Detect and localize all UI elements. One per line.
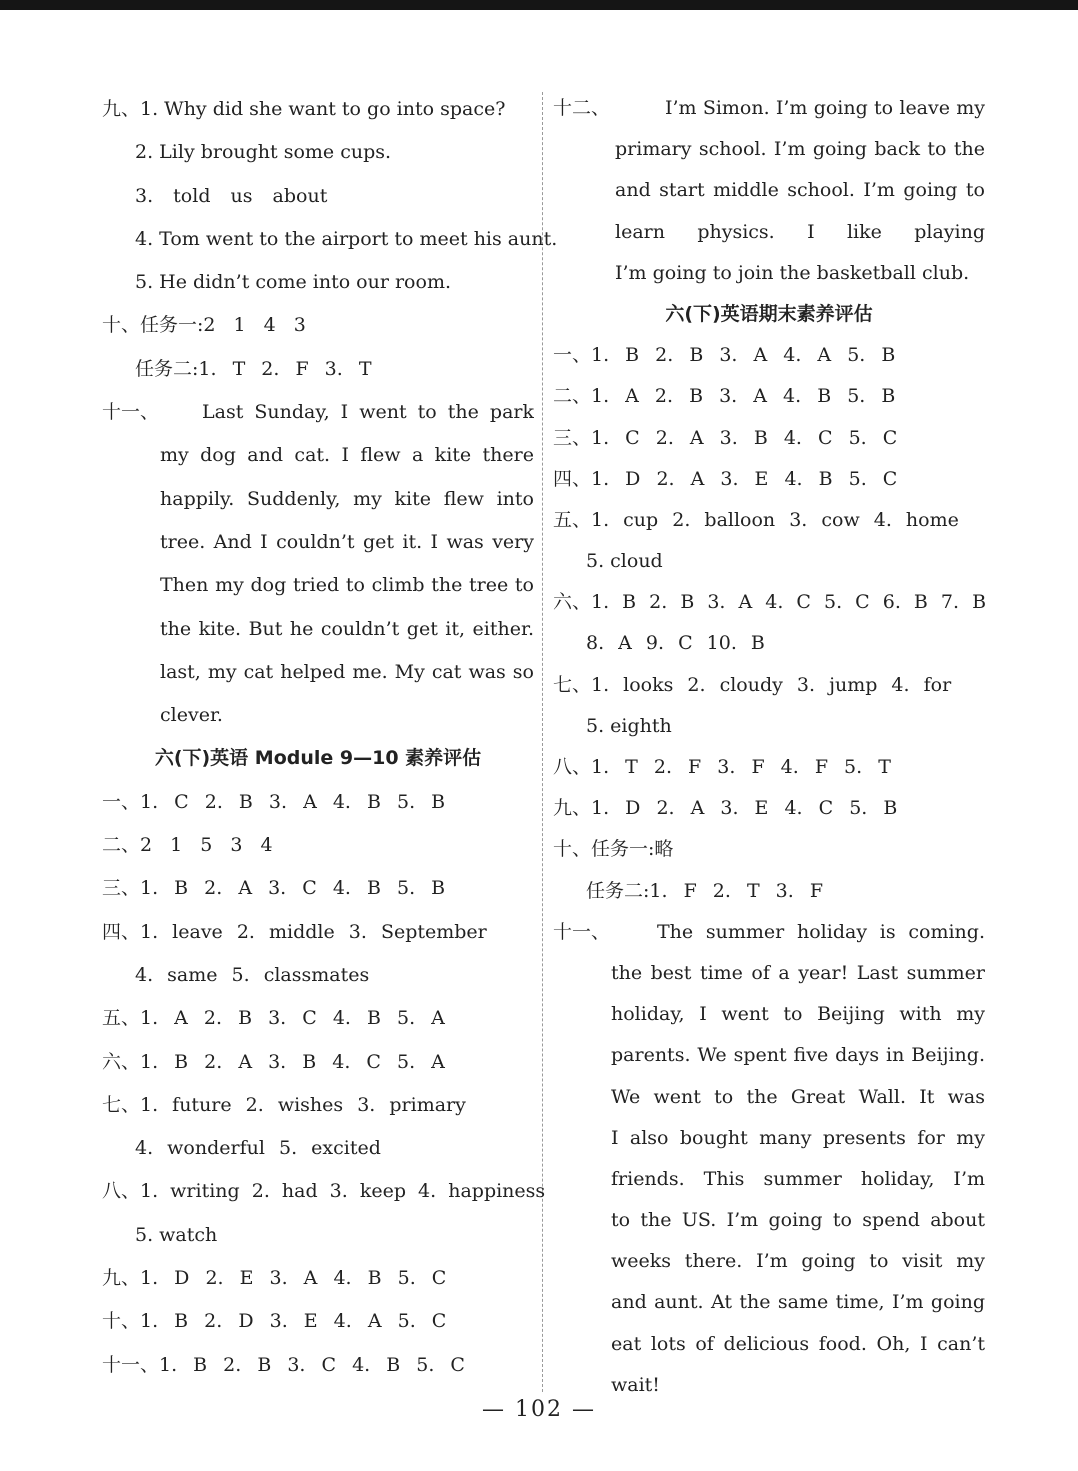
answer-row: 十一、1. B 2. B 3. C 4. B 5. C [102,1353,465,1376]
essay-line: eat lots of delicious food. Oh, I can’t [611,1332,985,1355]
left-column [102,88,558,1387]
essay-line: We went to the Great Wall. It was [611,1085,985,1108]
answer-row: 一、1. B 2. B 3. A 4. A 5. B [553,344,896,367]
essay-first-line [553,88,985,129]
answer-row: 4. wonderful 5. excited [135,1137,381,1160]
essay-line: weeks there. I’m going to visit my [611,1250,985,1273]
essay-first-line [102,391,534,434]
section-label: 十二、 [553,97,611,119]
answer-row: 八、1. writing 2. had 3. keep 4. happiness [102,1180,546,1203]
answer-row: 十、任务一:略 [553,838,674,861]
essay-text: I’m Simon. I’m going to leave my [665,97,985,119]
left-line: 4. Tom went to the airport to meet his aunt. [135,227,558,250]
essay-line: I’m going to join the basketball club. [615,261,970,284]
answer-row: 八、1. T 2. F 3. F 4. F 5. T [553,756,891,778]
essay-line: last, my cat helped me. My cat was so [160,660,534,683]
essay-line: and start middle school. I’m going to [615,179,985,202]
essay-line: to the US. I’m going to spend about [611,1209,985,1232]
top-border [0,0,1078,10]
answer-row: 二、2 1 5 3 4 [102,834,273,857]
answer-row: 二、1. A 2. B 3. A 4. B 5. B [553,385,896,408]
answer-row: 5. watch [135,1223,218,1246]
essay-line: primary school. I’m going back to the [615,138,985,161]
essay-line: and aunt. At the same time, I’m going [611,1291,985,1314]
left-line: 5. He didn’t come into our room. [135,271,451,294]
left-line: 任务二:1. T 2. F 3. T [135,357,372,380]
answer-row: 七、1. future 2. wishes 3. primary [102,1093,466,1116]
left-line: 2. Lily brought some cups. [135,141,392,164]
essay-line: the kite. But he couldn’t get it, either. [160,617,534,640]
section-heading: 六(下)英语 Module 9—10 素养评估 [154,747,482,770]
essay-line: happily. Suddenly, my kite flew into [160,487,534,510]
answer-row: 九、1. D 2. E 3. A 4. B 5. C [102,1267,447,1290]
answer-row: 十、1. B 2. D 3. E 4. A 5. C [102,1310,447,1333]
answer-row: 五、1. cup 2. balloon 3. cow 4. home [553,508,959,531]
answer-row: 四、1. D 2. A 3. E 4. B 5. C [553,467,898,490]
answer-row: 8. A 9. C 10. B [586,632,765,655]
essay-text: The summer holiday is coming. [657,920,985,943]
essay-line: my dog and cat. I flew a kite there [160,444,534,467]
answer-row: 六、1. B 2. A 3. B 4. C 5. A [102,1050,445,1073]
essay-line: friends. This summer holiday, I’m [611,1167,985,1190]
essay-line: wait! [611,1373,660,1396]
answer-row: 5. eighth [586,714,672,737]
left-line: 十、任务一:2 1 4 3 [102,314,306,337]
page-number: — 102 — [482,1397,596,1422]
answer-row: 三、1. B 2. A 3. C 4. B 5. B [102,877,446,900]
essay-first-line [553,912,985,953]
answer-row: 五、1. A 2. B 3. C 4. B 5. A [102,1007,445,1030]
essay-line: clever. [160,704,223,727]
essay-line: learn physics. I like playing [615,220,985,243]
essay-line: I also bought many presents for my [611,1126,985,1149]
section-heading: 六(下)英语期末素养评估 [665,302,873,325]
right-column [553,88,985,1406]
left-line: 3. told us about [135,184,328,207]
essay-line: tree. And I couldn’t get it. I was very [160,530,534,553]
answer-row: 三、1. C 2. A 3. B 4. C 5. C [553,426,898,449]
essay-line: Then my dog tried to climb the tree to [160,574,534,597]
answer-row: 六、1. B 2. B 3. A 4. C 5. C 6. B 7. B [553,591,987,614]
essay-line: parents. We spent five days in Beijing. [611,1044,985,1067]
answer-row: 4. same 5. classmates [135,963,370,986]
section-label: 十一、 [553,920,611,943]
answer-row: 一、1. C 2. B 3. A 4. B 5. B [102,790,446,813]
essay-line: holiday, I went to Beijing with my [611,1003,985,1026]
answer-row: 5. cloud [586,550,663,573]
answer-row: 七、1. looks 2. cloudy 3. jump 4. for [553,673,952,696]
answer-row: 四、1. leave 2. middle 3. September [102,920,487,943]
left-line: 九、1. Why did she want to go into space? [102,98,506,120]
essay-text: Last Sunday, I went to the park [202,401,534,424]
essay-line: the best time of a year! Last summer [611,961,985,984]
section-label: 十一、 [102,401,160,424]
answer-row: 任务二:1. F 2. T 3. F [586,879,824,902]
answer-row: 九、1. D 2. A 3. E 4. C 5. B [553,797,898,820]
